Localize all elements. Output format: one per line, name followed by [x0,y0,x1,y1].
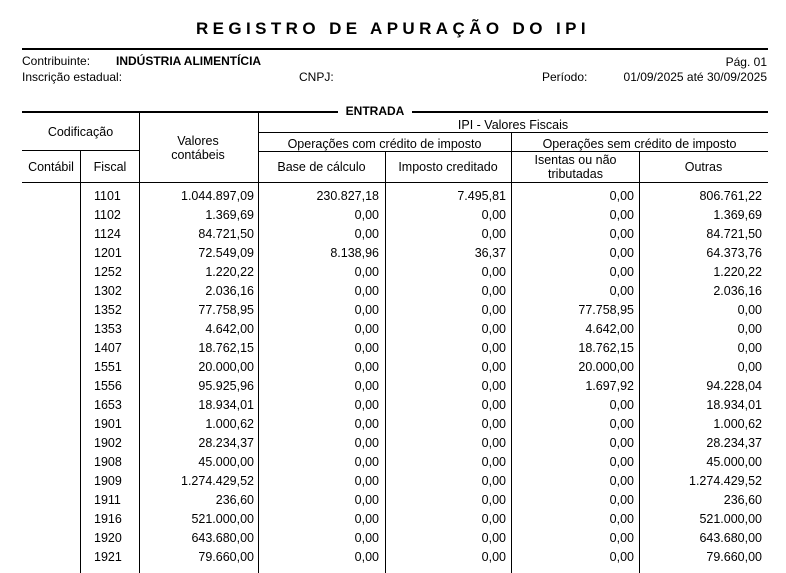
cell-isentas: 4.642,00 [585,322,634,336]
cell-isentas: 18.762,15 [578,341,634,355]
cell-base: 0,00 [354,474,379,488]
cell-imposto: 0,00 [481,436,506,450]
cell-fiscal: 1101 [94,189,121,203]
cell-base: 0,00 [354,379,379,393]
cell-base: 0,00 [354,360,379,374]
cell-isentas: 0,00 [609,531,634,545]
table-row [22,226,768,245]
cell-base: 0,00 [354,265,379,279]
cell-valores: 1.369,69 [205,208,254,222]
cell-valores: 77.758,95 [198,303,254,317]
cell-fiscal: 1653 [94,398,122,412]
table-row [22,530,768,549]
table-row [22,340,768,359]
cell-imposto: 0,00 [481,227,506,241]
cell-outras: 1.000,62 [713,417,762,431]
cell-isentas: 20.000,00 [578,360,634,374]
cell-imposto: 0,00 [481,208,506,222]
grid-line [22,182,768,183]
cell-fiscal: 1909 [94,474,122,488]
cell-outras: 1.220,22 [713,265,762,279]
table-row [22,549,768,568]
table-row [22,264,768,283]
cell-imposto: 0,00 [481,265,506,279]
cell-base: 0,00 [354,227,379,241]
cell-isentas: 0,00 [609,265,634,279]
table-row [22,397,768,416]
cell-outras: 18.934,01 [706,398,762,412]
cell-isentas: 0,00 [609,436,634,450]
periodo-label: Período: [542,70,588,84]
table-row [22,207,768,226]
col-codificacao: Codificação [47,125,114,139]
cell-valores: 45.000,00 [198,455,254,469]
cell-valores: 95.925,96 [198,379,254,393]
cell-base: 0,00 [354,208,379,222]
cell-fiscal: 1551 [94,360,122,374]
table-row [22,378,768,397]
cell-outras: 1.274.429,52 [689,474,762,488]
section-divider-right [412,111,768,113]
cell-outras: 0,00 [737,341,762,355]
cell-base: 0,00 [354,322,379,336]
cell-imposto: 7.495,81 [457,189,506,203]
cell-imposto: 0,00 [481,360,506,374]
cell-fiscal: 1921 [94,550,122,564]
cell-fiscal: 1916 [94,512,122,526]
cell-valores: 521.000,00 [191,512,254,526]
contribuinte-value: INDÚSTRIA ALIMENTÍCIA [116,54,262,68]
cell-valores: 84.721,50 [198,227,254,241]
cell-outras: 1.369,69 [713,208,762,222]
cnpj-label: CNPJ: [299,70,334,84]
cell-valores: 72.549,09 [198,246,254,260]
col-outras: Outras [684,160,723,174]
cell-fiscal: 1902 [94,436,122,450]
col-com-credito: Operações com crédito de imposto [287,137,482,151]
cell-outras: 94.228,04 [706,379,762,393]
cell-isentas: 0,00 [609,417,634,431]
table-row [22,492,768,511]
cell-base: 0,00 [354,303,379,317]
cell-outras: 521.000,00 [699,512,762,526]
cell-outras: 643.680,00 [699,531,762,545]
cell-imposto: 0,00 [481,550,506,564]
table-row [22,245,768,264]
cell-outras: 79.660,00 [706,550,762,564]
cell-isentas: 0,00 [609,455,634,469]
cell-base: 230.827,18 [316,189,379,203]
cell-base: 0,00 [354,512,379,526]
table-row [22,454,768,473]
cell-imposto: 0,00 [481,284,506,298]
cell-fiscal: 1124 [94,227,121,241]
cell-imposto: 0,00 [481,474,506,488]
cell-imposto: 0,00 [481,322,506,336]
cell-imposto: 0,00 [481,398,506,412]
cell-outras: 236,60 [723,493,762,507]
cell-base: 0,00 [354,550,379,564]
cell-fiscal: 1252 [94,265,122,279]
cell-valores: 236,60 [215,493,254,507]
table-row [22,416,768,435]
cell-isentas: 0,00 [609,284,634,298]
cell-base: 8.138,96 [330,246,379,260]
header-divider [22,48,768,50]
section-divider-left [22,111,338,113]
cell-isentas: 0,00 [609,208,634,222]
cell-fiscal: 1920 [94,531,122,545]
page-number: Pág. 01 [725,55,767,69]
cell-outras: 0,00 [737,322,762,336]
cell-imposto: 0,00 [481,303,506,317]
table-row [22,283,768,302]
table-row [22,511,768,530]
periodo-value: 01/09/2025 até 30/09/2025 [623,70,767,84]
col-contabil: Contábil [28,160,74,174]
cell-outras: 64.373,76 [706,246,762,260]
cell-valores: 1.000,62 [205,417,254,431]
cell-isentas: 77.758,95 [578,303,634,317]
cell-base: 0,00 [354,436,379,450]
cell-imposto: 0,00 [481,417,506,431]
cell-base: 0,00 [354,417,379,431]
cell-valores: 28.234,37 [198,436,254,450]
col-ipi-valores-fiscais: IPI - Valores Fiscais [457,118,569,132]
cell-valores: 18.762,15 [198,341,254,355]
grid-line [258,132,768,133]
cell-valores: 1.220,22 [205,265,254,279]
cell-base: 0,00 [354,493,379,507]
section-title: ENTRADA [345,104,405,118]
cell-fiscal: 1911 [94,493,121,507]
cell-outras: 45.000,00 [706,455,762,469]
cell-base: 0,00 [354,531,379,545]
table-row [22,188,768,207]
cell-valores: 20.000,00 [198,360,254,374]
cell-valores: 1.274.429,52 [181,474,254,488]
table-body [22,188,768,568]
cell-outras: 0,00 [737,360,762,374]
cell-imposto: 0,00 [481,531,506,545]
cell-imposto: 36,37 [474,246,506,260]
cell-base: 0,00 [354,284,379,298]
cell-outras: 84.721,50 [706,227,762,241]
cell-outras: 28.234,37 [706,436,762,450]
cell-fiscal: 1901 [94,417,122,431]
cell-fiscal: 1201 [94,246,122,260]
col-base-calculo: Base de cálculo [277,160,366,174]
cell-isentas: 0,00 [609,474,634,488]
contribuinte-label: Contribuinte: [22,54,91,68]
cell-isentas: 0,00 [609,189,634,203]
cell-isentas: 0,00 [609,493,634,507]
table-row [22,435,768,454]
cell-valores: 1.044.897,09 [181,189,254,203]
cell-imposto: 0,00 [481,379,506,393]
page-title: REGISTRO DE APURAÇÃO DO IPI [196,19,590,38]
col-imposto-creditado: Imposto creditado [398,160,498,174]
cell-valores: 2.036,16 [205,284,254,298]
col-sem-credito: Operações sem crédito de imposto [542,137,737,151]
col-fiscal: Fiscal [93,160,127,174]
table-row [22,302,768,321]
cell-valores: 643.680,00 [191,531,254,545]
cell-fiscal: 1102 [94,208,121,222]
cell-outras: 0,00 [737,303,762,317]
cell-fiscal: 1908 [94,455,122,469]
cell-isentas: 0,00 [609,550,634,564]
cell-valores: 79.660,00 [198,550,254,564]
cell-isentas: 0,00 [609,512,634,526]
cell-imposto: 0,00 [481,493,506,507]
cell-fiscal: 1556 [94,379,122,393]
cell-base: 0,00 [354,455,379,469]
cell-fiscal: 1352 [94,303,122,317]
cell-isentas: 0,00 [609,246,634,260]
inscricao-label: Inscrição estadual: [22,70,123,84]
cell-outras: 806.761,22 [699,189,762,203]
cell-imposto: 0,00 [481,341,506,355]
cell-fiscal: 1302 [94,284,122,298]
cell-outras: 2.036,16 [713,284,762,298]
cell-base: 0,00 [354,341,379,355]
cell-fiscal: 1407 [94,341,122,355]
table-row [22,321,768,340]
cell-isentas: 1.697,92 [585,379,634,393]
cell-valores: 18.934,01 [198,398,254,412]
cell-base: 0,00 [354,398,379,412]
cell-fiscal: 1353 [94,322,122,336]
col-isentas: Isentas ou não tributadas [534,153,617,181]
cell-isentas: 0,00 [609,398,634,412]
table-row [22,473,768,492]
col-valores-contabeis: Valores contábeis [171,134,225,162]
cell-valores: 4.642,00 [205,322,254,336]
cell-imposto: 0,00 [481,512,506,526]
cell-imposto: 0,00 [481,455,506,469]
grid-line [258,151,768,152]
table-row [22,359,768,378]
cell-isentas: 0,00 [609,227,634,241]
